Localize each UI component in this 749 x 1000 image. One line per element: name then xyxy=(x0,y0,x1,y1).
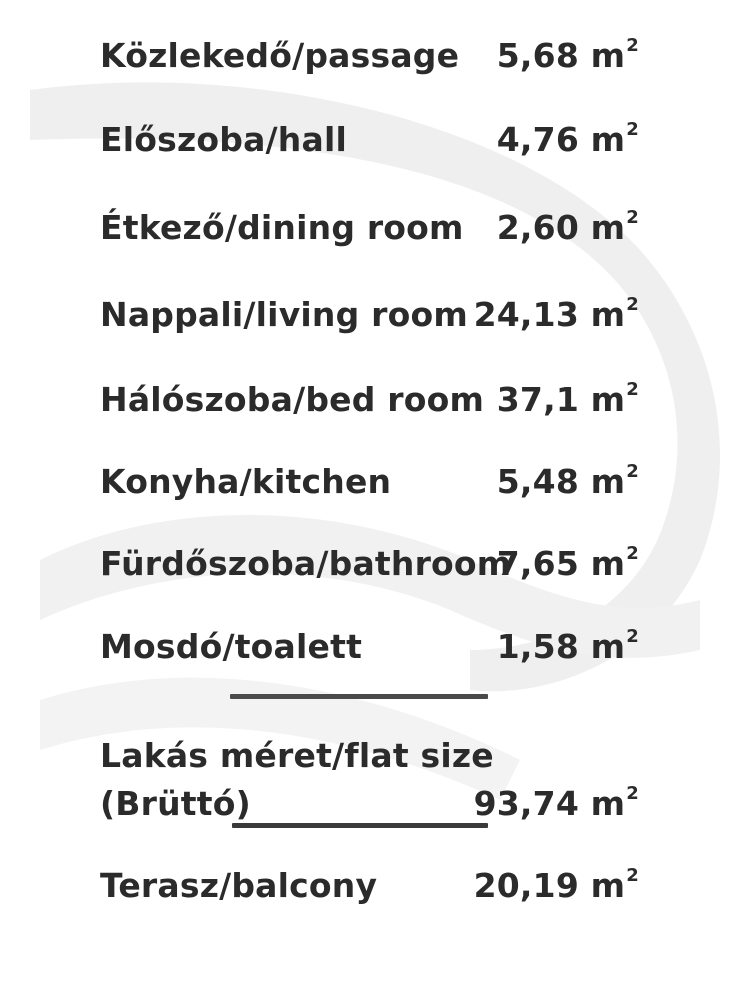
room-row-passage xyxy=(0,36,749,86)
total-underline xyxy=(232,823,488,828)
total-area: 93,74 $m^2$ xyxy=(473,783,639,823)
balcony-area: 20,19 $m^2$ xyxy=(473,865,639,905)
room-label: Mosdó/toalett xyxy=(100,627,363,666)
total-label: Lakás méret/flat size xyxy=(100,736,494,775)
room-label: Hálószoba/bed room xyxy=(100,380,485,419)
room-area: 4,76 $m^2$ xyxy=(496,119,639,159)
room-area: 7,65 $m^2$ xyxy=(496,543,639,583)
room-area: 24,13 $m^2$ xyxy=(473,294,639,334)
room-row-bathroom xyxy=(0,544,749,594)
room-area: 2,60 $m^2$ xyxy=(496,207,639,247)
room-area: 1,58 $m^2$ xyxy=(496,626,639,666)
room-label: Fürdőszoba/bathroom xyxy=(100,544,512,583)
room-label: Közlekedő/passage xyxy=(100,36,460,75)
room-row-kitchen xyxy=(0,462,749,512)
room-area: 37,1 $m^2$ xyxy=(496,379,639,419)
room-label: Konyha/kitchen xyxy=(100,462,392,501)
room-label: Előszoba/hall xyxy=(100,120,347,159)
divider-line xyxy=(230,694,488,699)
room-label: Étkező/dining room xyxy=(100,208,464,247)
room-row-bed-room xyxy=(0,380,749,430)
room-row-toilet xyxy=(0,627,749,677)
balcony-label: Terasz/balcony xyxy=(100,866,378,905)
total-row-title xyxy=(0,736,749,786)
room-row-hall xyxy=(0,120,749,170)
room-area: 5,48 $m^2$ xyxy=(496,461,639,501)
total-sublabel: (Brüttó) xyxy=(100,784,251,823)
room-row-living-room xyxy=(0,295,749,345)
room-area: 5,68 $m^2$ xyxy=(496,35,639,75)
room-row-dining-room xyxy=(0,208,749,258)
room-label: Nappali/living room xyxy=(100,295,468,334)
balcony-row xyxy=(0,866,749,916)
